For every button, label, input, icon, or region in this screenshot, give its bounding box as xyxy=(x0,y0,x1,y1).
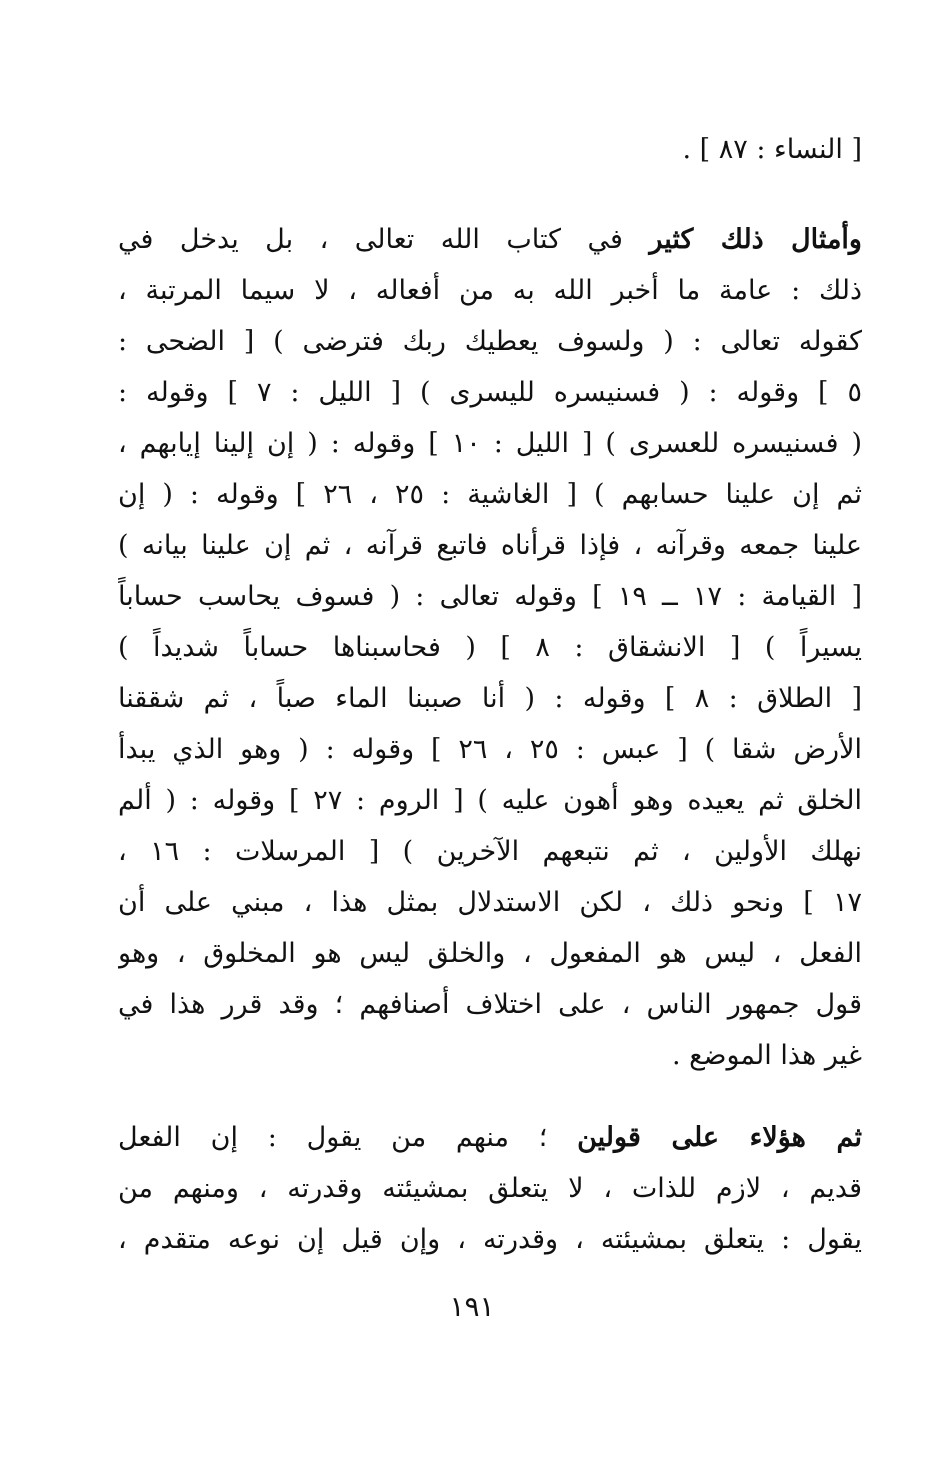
paragraph-line: الفعل ، ليس هو المفعول ، والخلق ليس هو المخلوق ، وهو xyxy=(118,938,862,969)
paragraph-line: قديم ، لازم للذات ، لا يتعلق بمشيئته وقدرته ، ومنهم من xyxy=(118,1173,862,1204)
paragraph-line xyxy=(118,1112,862,1163)
paragraph-1 xyxy=(118,214,862,1081)
paragraph-line: ثم إن علينا حسابهم ) [ الغاشية : ٢٥ ، ٢٦ ] وقوله : ( إن xyxy=(118,479,862,510)
paragraph-line-text: في كتاب الله تعالى ، بل يدخل في xyxy=(118,224,650,255)
paragraph-line: غير هذا الموضع . xyxy=(672,1040,862,1071)
citation-line: [ النساء : ٨٧ ] . xyxy=(682,134,862,165)
paragraph-line: ١٧ ] ونحو ذلك ، لكن الاستدلال بمثل هذا ، مبني على أن xyxy=(118,887,862,918)
paragraph-line: يقول : يتعلق بمشيئته ، وقدرته ، وإن قيل إن نوعه متقدم ، xyxy=(118,1224,862,1255)
paragraph-line-text: ؛ منهم من يقول : إن الفعل xyxy=(118,1122,578,1153)
paragraph-line xyxy=(118,214,862,265)
paragraph-line: الخلق ثم يعيده وهو أهون عليه ) [ الروم : ٢٧ ] وقوله : ( ألم xyxy=(118,785,862,816)
paragraph-line: يسيراً ) [ الانشقاق : ٨ ] ( فحاسبناها حساباً شديداً ) xyxy=(118,632,862,663)
paragraph-line: ( فسنيسره للعسرى ) [ الليل : ١٠ ] وقوله : ( إن إلينا إيابهم ، xyxy=(118,428,862,459)
paragraph-line: ذلك : عامة ما أخبر الله به من أفعاله ، لا سيما المرتبة ، xyxy=(118,275,862,306)
paragraph-2 xyxy=(118,1112,862,1265)
paragraph-line: [ الطلاق : ٨ ] وقوله : ( أنا صببنا الماء صباً ، ثم شققنا xyxy=(118,683,862,714)
paragraph-line: الأرض شقا ) [ عبس : ٢٥ ، ٢٦ ] وقوله : ( وهو الذي يبدأ xyxy=(118,734,862,765)
paragraph-line: كقوله تعالى : ( ولسوف يعطيك ربك فترضى ) [ الضحى : xyxy=(118,326,862,357)
paragraph-lead: ثم هؤلاء على قولين xyxy=(577,1122,862,1153)
paragraph-line: علينا جمعه وقرآنه ، فإذا قرأناه فاتبع قرآنه ، ثم إن علينا بيانه ) xyxy=(118,530,862,561)
paragraph-line: قول جمهور الناس ، على اختلاف أصنافهم ؛ وقد قرر هذا في xyxy=(118,989,862,1020)
page-number: ١٩١ xyxy=(449,1290,495,1323)
paragraph-lead: وأمثال ذلك كثير xyxy=(649,224,862,255)
citation-line-block xyxy=(118,124,862,175)
paragraph-line: نهلك الأولين ، ثم نتبعهم الآخرين ) [ المرسلات : ١٦ ، xyxy=(118,836,862,867)
paragraph-line: [ القيامة : ١٧ ــ ١٩ ] وقوله تعالى : ( فسوف يحاسب حساباً xyxy=(118,581,862,612)
paragraph-line: ٥ ] وقوله : ( فسنيسره لليسرى ) [ الليل : ٧ ] وقوله : xyxy=(118,377,862,408)
